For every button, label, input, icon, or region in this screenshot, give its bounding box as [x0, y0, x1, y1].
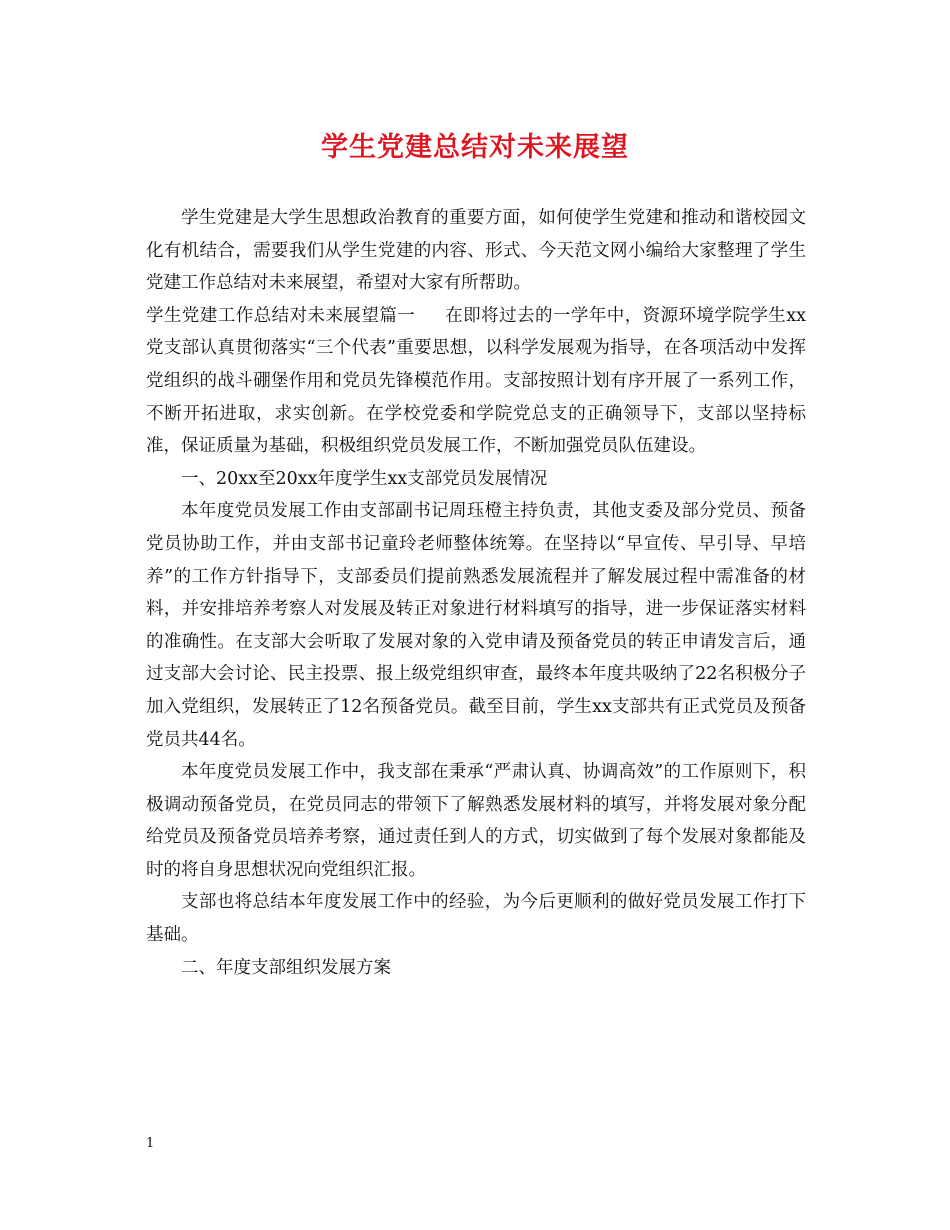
intro-paragraph: 学生党建是大学生思想政治教育的重要方面，如何使学生党建和推动和谐校园文化有机结合，需要我们从学生党建的内容、形式、今天范文网小编给大家整理了学生党建工作总结对未来展望，希望对大家有所帮助。 — [146, 208, 806, 294]
page-number: 1 — [146, 1136, 155, 1151]
heading-one: 一、20xx至20xx年度学生xx支部党员发展情况 — [181, 468, 548, 489]
section-one-paragraph — [146, 300, 806, 463]
heading-two: 二、年度支部组织发展方案 — [181, 957, 391, 978]
paragraph-two: 本年度党员发展工作中，我支部在秉承“严肃认真、协调高效”的工作原则下，积极调动预备党员，在党员同志的带领下了解熟悉发展材料的填写，并将发展对象分配给党员及预备党员培养考察，通过责任到人的方式，切实做到了每个发展对象都能及时的将自身思想状况向党组织汇报。 — [146, 762, 806, 880]
paragraph-one: 本年度党员发展工作由支部副书记周珏橙主持负责，其他支委及部分党员、预备党员协助工作，并由支部书记童玲老师整体统筹。在坚持以“早宣传、早引导、早培养”的工作方针指导下，支部委员们提前熟悉发展流程并了解发展过程中需准备的材料，并安排培养考察人对发展及转正对象进行材料填写的指导，进一步保证落实材料的准确性。在支部大会听取了发展对象的入党申请及预备党员的转正申请发言后，通过支部大会讨论、民主投票、报上级党组织审查，最终本年度共吸纳了22名积极分子加入党组织，发展转正了12名预备党员。截至目前，学生xx支部共有正式党员及预备党员共44名。 — [146, 501, 806, 750]
document-title: 学生党建总结对未来展望 — [321, 132, 629, 163]
section-one-label: 学生党建工作总结对未来展望篇一 — [146, 305, 416, 326]
document-body — [146, 202, 806, 984]
section-one-text: 在即将过去的一学年中，资源环境学院学生xx党支部认真贯彻落实“三个代表”重要思想，以科学发展观为指导，在各项活动中发挥党组织的战斗硼堡作用和党员先锋模范作用。支部按照计划有序开展了一系列工作，不断开拓进取，求实创新。在学校党委和学院党总支的正确领导下，支部以坚持标准，保证质量为基础，积极组织党员发展工作，不断加强党员队伍建设。 — [146, 305, 806, 457]
paragraph-three: 支部也将总结本年度发展工作中的经验，为今后更顺利的做好党员发展工作打下基础。 — [146, 892, 806, 946]
